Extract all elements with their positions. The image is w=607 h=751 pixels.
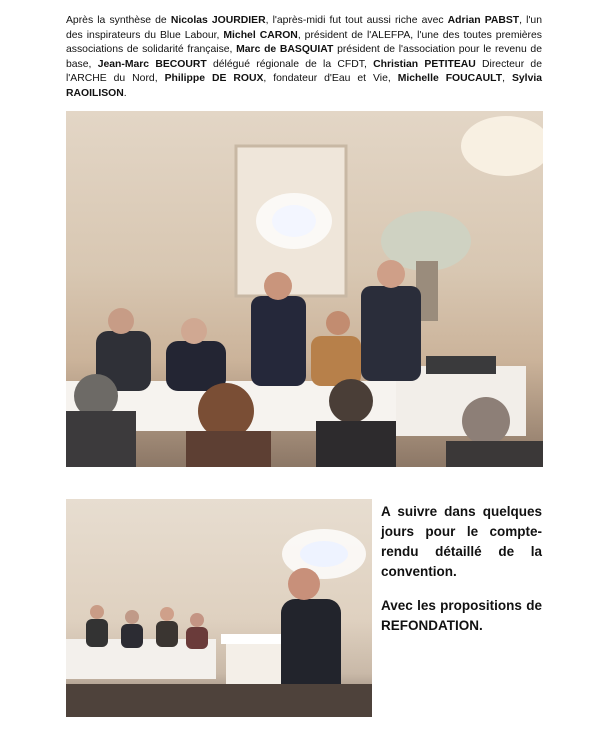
person-name: Sylvia RAOILISON <box>66 73 543 99</box>
paragraph-text: , <box>502 73 512 84</box>
person-name: Philippe DE ROUX <box>164 73 264 84</box>
paragraph-text: délégué régionale de la CFDT, <box>206 58 374 70</box>
follow-up-line: A suivre dans quelques jours pour le compte-rendu détaillé de la convention. <box>381 504 542 579</box>
intro-paragraph <box>66 14 542 101</box>
conference-panel-illustration <box>66 111 543 467</box>
person-name: Michel CARON <box>223 29 298 41</box>
paragraph-text: président de l'association pour le revenu de base, <box>66 44 542 70</box>
speaker-lectern-photo <box>66 499 372 717</box>
conference-panel-photo <box>66 111 543 467</box>
speaker-lectern-illustration <box>66 499 372 717</box>
paragraph-text: , président de l'ALEFPA, l'une des toutes premières associations de solidarité française, <box>66 29 542 55</box>
person-name: Adrian PABST <box>447 15 520 26</box>
paragraph-text: , l'un des inspirateurs du Blue Labour, <box>66 15 542 41</box>
person-name: Michelle FOUCAULT <box>397 73 503 84</box>
paragraph-text: Directeur de l'ARCHE du Nord, <box>66 58 542 84</box>
follow-up-note <box>381 502 542 650</box>
paragraph-text: Après la synthèse de <box>66 15 171 26</box>
proposals-line: Avec les propositions de REFONDATION. <box>381 598 542 633</box>
person-name: Christian PETITEAU <box>373 58 476 70</box>
person-name: Jean-Marc BECOURT <box>97 58 207 70</box>
paragraph-text: , fondateur d'Eau et Vie, <box>263 73 398 84</box>
paragraph-text: . <box>123 87 127 99</box>
person-name: Nicolas JOURDIER <box>170 15 266 26</box>
paragraph-text: , l'après-midi fut tout aussi riche avec <box>265 15 448 26</box>
person-name: Marc de BASQUIAT <box>236 44 334 55</box>
